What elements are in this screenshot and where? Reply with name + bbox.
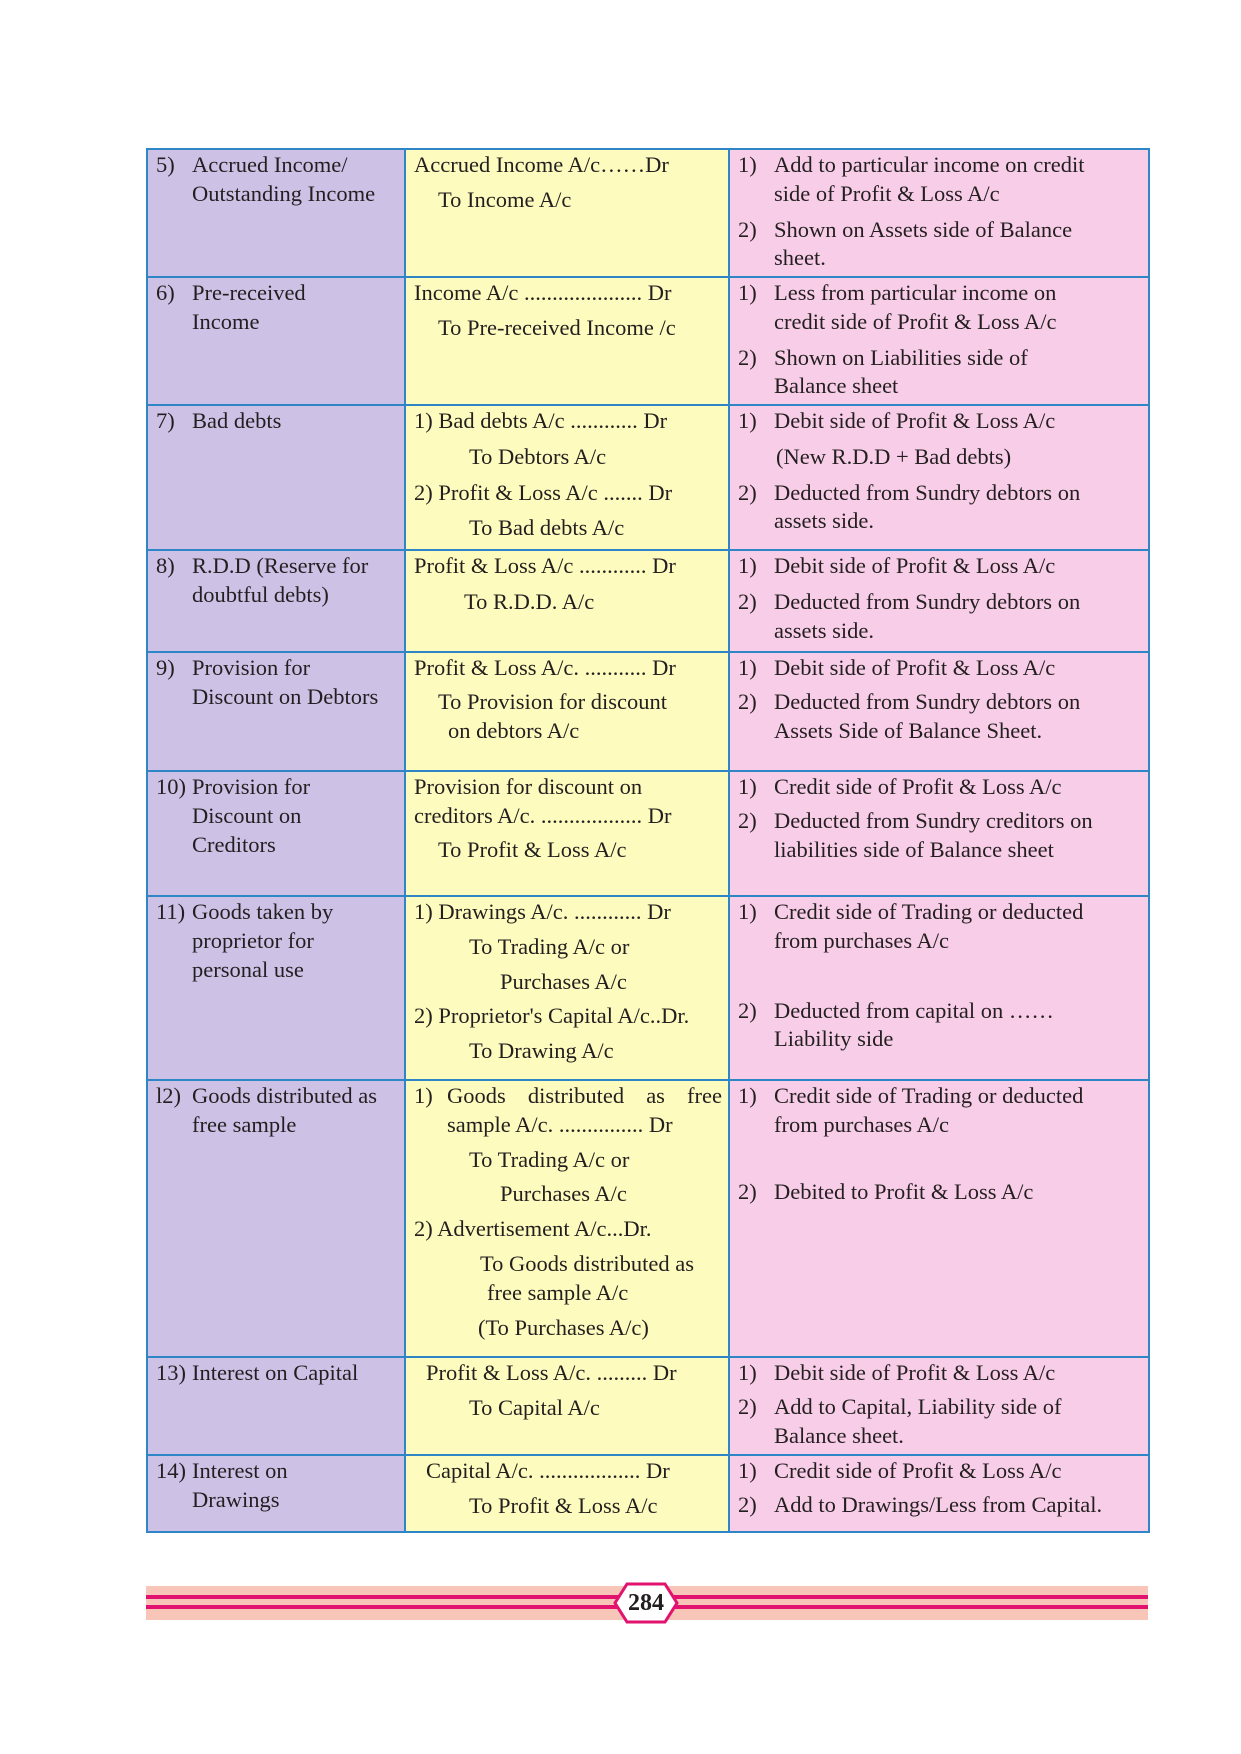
treatment-cell: 1) Debit side of Profit & Loss A/c 2) Add to Capital, Liability side of Balance sheet. [729,1357,1149,1455]
treatment-cell: 1) Debit side of Profit & Loss A/c (New R.D.D + Bad debts) 2) Deducted from Sundry debtors on assets side. [729,405,1149,550]
journal-entry-cell: Profit & Loss A/c. ........... Dr To Provision for discount on debtors A/c [405,652,729,771]
journal-entry-cell: 1) Drawings A/c. ............ Dr To Trading A/c or Purchases A/c 2) Proprietor's Capital A/c..Dr. To Drawing A/c [405,896,729,1080]
adjustment-name-cell: 11) Goods taken by proprietor for personal use [147,896,405,1080]
adjustments-table [146,148,1150,1533]
treatment-cell: 1) Debit side of Profit & Loss A/c 2) Deducted from Sundry debtors on assets side. [729,550,1149,652]
treatment-cell: 1) Credit side of Trading or deducted from purchases A/c 2) Deducted from capital on …… Liability side [729,896,1149,1080]
adjustment-name-cell: 7) Bad debts [147,405,405,550]
adjustment-name-cell: 5) Accrued Income/ Outstanding Income [147,149,405,277]
treatment-cell: 1) Credit side of Profit & Loss A/c 2) Add to Drawings/Less from Capital. [729,1455,1149,1532]
journal-entry-cell: Income A/c ..................... Dr To Pre-received Income /c [405,277,729,405]
table-row [147,771,1149,896]
journal-entry-cell: 1) Bad debts A/c ............ Dr To Debtors A/c 2) Profit & Loss A/c ....... Dr To Bad debts A/c [405,405,729,550]
table-row [147,550,1149,652]
table-row [147,1455,1149,1532]
table-row [147,1357,1149,1455]
treatment-cell: 1) Add to particular income on credit side of Profit & Loss A/c 2) Shown on Assets side of Balance sheet. [729,149,1149,277]
journal-entry-cell: Provision for discount on creditors A/c. .................. Dr To Profit & Loss A/c [405,771,729,896]
journal-entry-cell: Accrued Income A/c……Dr To Income A/c [405,149,729,277]
adjustment-name-cell: 13) Interest on Capital [147,1357,405,1455]
adjustment-name-cell: 10) Provision for Discount on Creditors [147,771,405,896]
adjustment-name-cell: 6) Pre-received Income [147,277,405,405]
table-row [147,896,1149,1080]
adjustment-name-cell: l2) Goods distributed as free sample [147,1080,405,1357]
treatment-cell: 1) Debit side of Profit & Loss A/c 2) Deducted from Sundry debtors on Assets Side of Balance Sheet. [729,652,1149,771]
journal-entry-cell: Profit & Loss A/c ............ Dr To R.D.D. A/c [405,550,729,652]
adjustment-name-cell: 8) R.D.D (Reserve for doubtful debts) [147,550,405,652]
treatment-cell: 1) Credit side of Profit & Loss A/c 2) Deducted from Sundry creditors on liabilities side of Balance sheet [729,771,1149,896]
table-row [147,652,1149,771]
treatment-cell: 1) Less from particular income on credit side of Profit & Loss A/c 2) Shown on Liabilities side of Balance sheet [729,277,1149,405]
journal-entry-cell: Profit & Loss A/c. ......... Dr To Capital A/c [405,1357,729,1455]
table-row [147,277,1149,405]
table-row [147,405,1149,550]
journal-entry-cell: Capital A/c. .................. Dr To Profit & Loss A/c [405,1455,729,1532]
page-number: 284 [628,1590,664,1616]
adjustment-name-cell: 14) Interest on Drawings [147,1455,405,1532]
treatment-cell: 1) Credit side of Trading or deducted from purchases A/c 2) Debited to Profit & Loss A/c [729,1080,1149,1357]
journal-entry-cell: 1) Goods distributed as free sample A/c. ............... Dr To Trading A/c or Purchases A/c 2) Advertisement A/c...Dr. To Goods distributed as free sample A/c (To Purchases A/c) [405,1080,729,1357]
table-row [147,149,1149,277]
adjustment-name-cell: 9) Provision for Discount on Debtors [147,652,405,771]
table-row [147,1080,1149,1357]
